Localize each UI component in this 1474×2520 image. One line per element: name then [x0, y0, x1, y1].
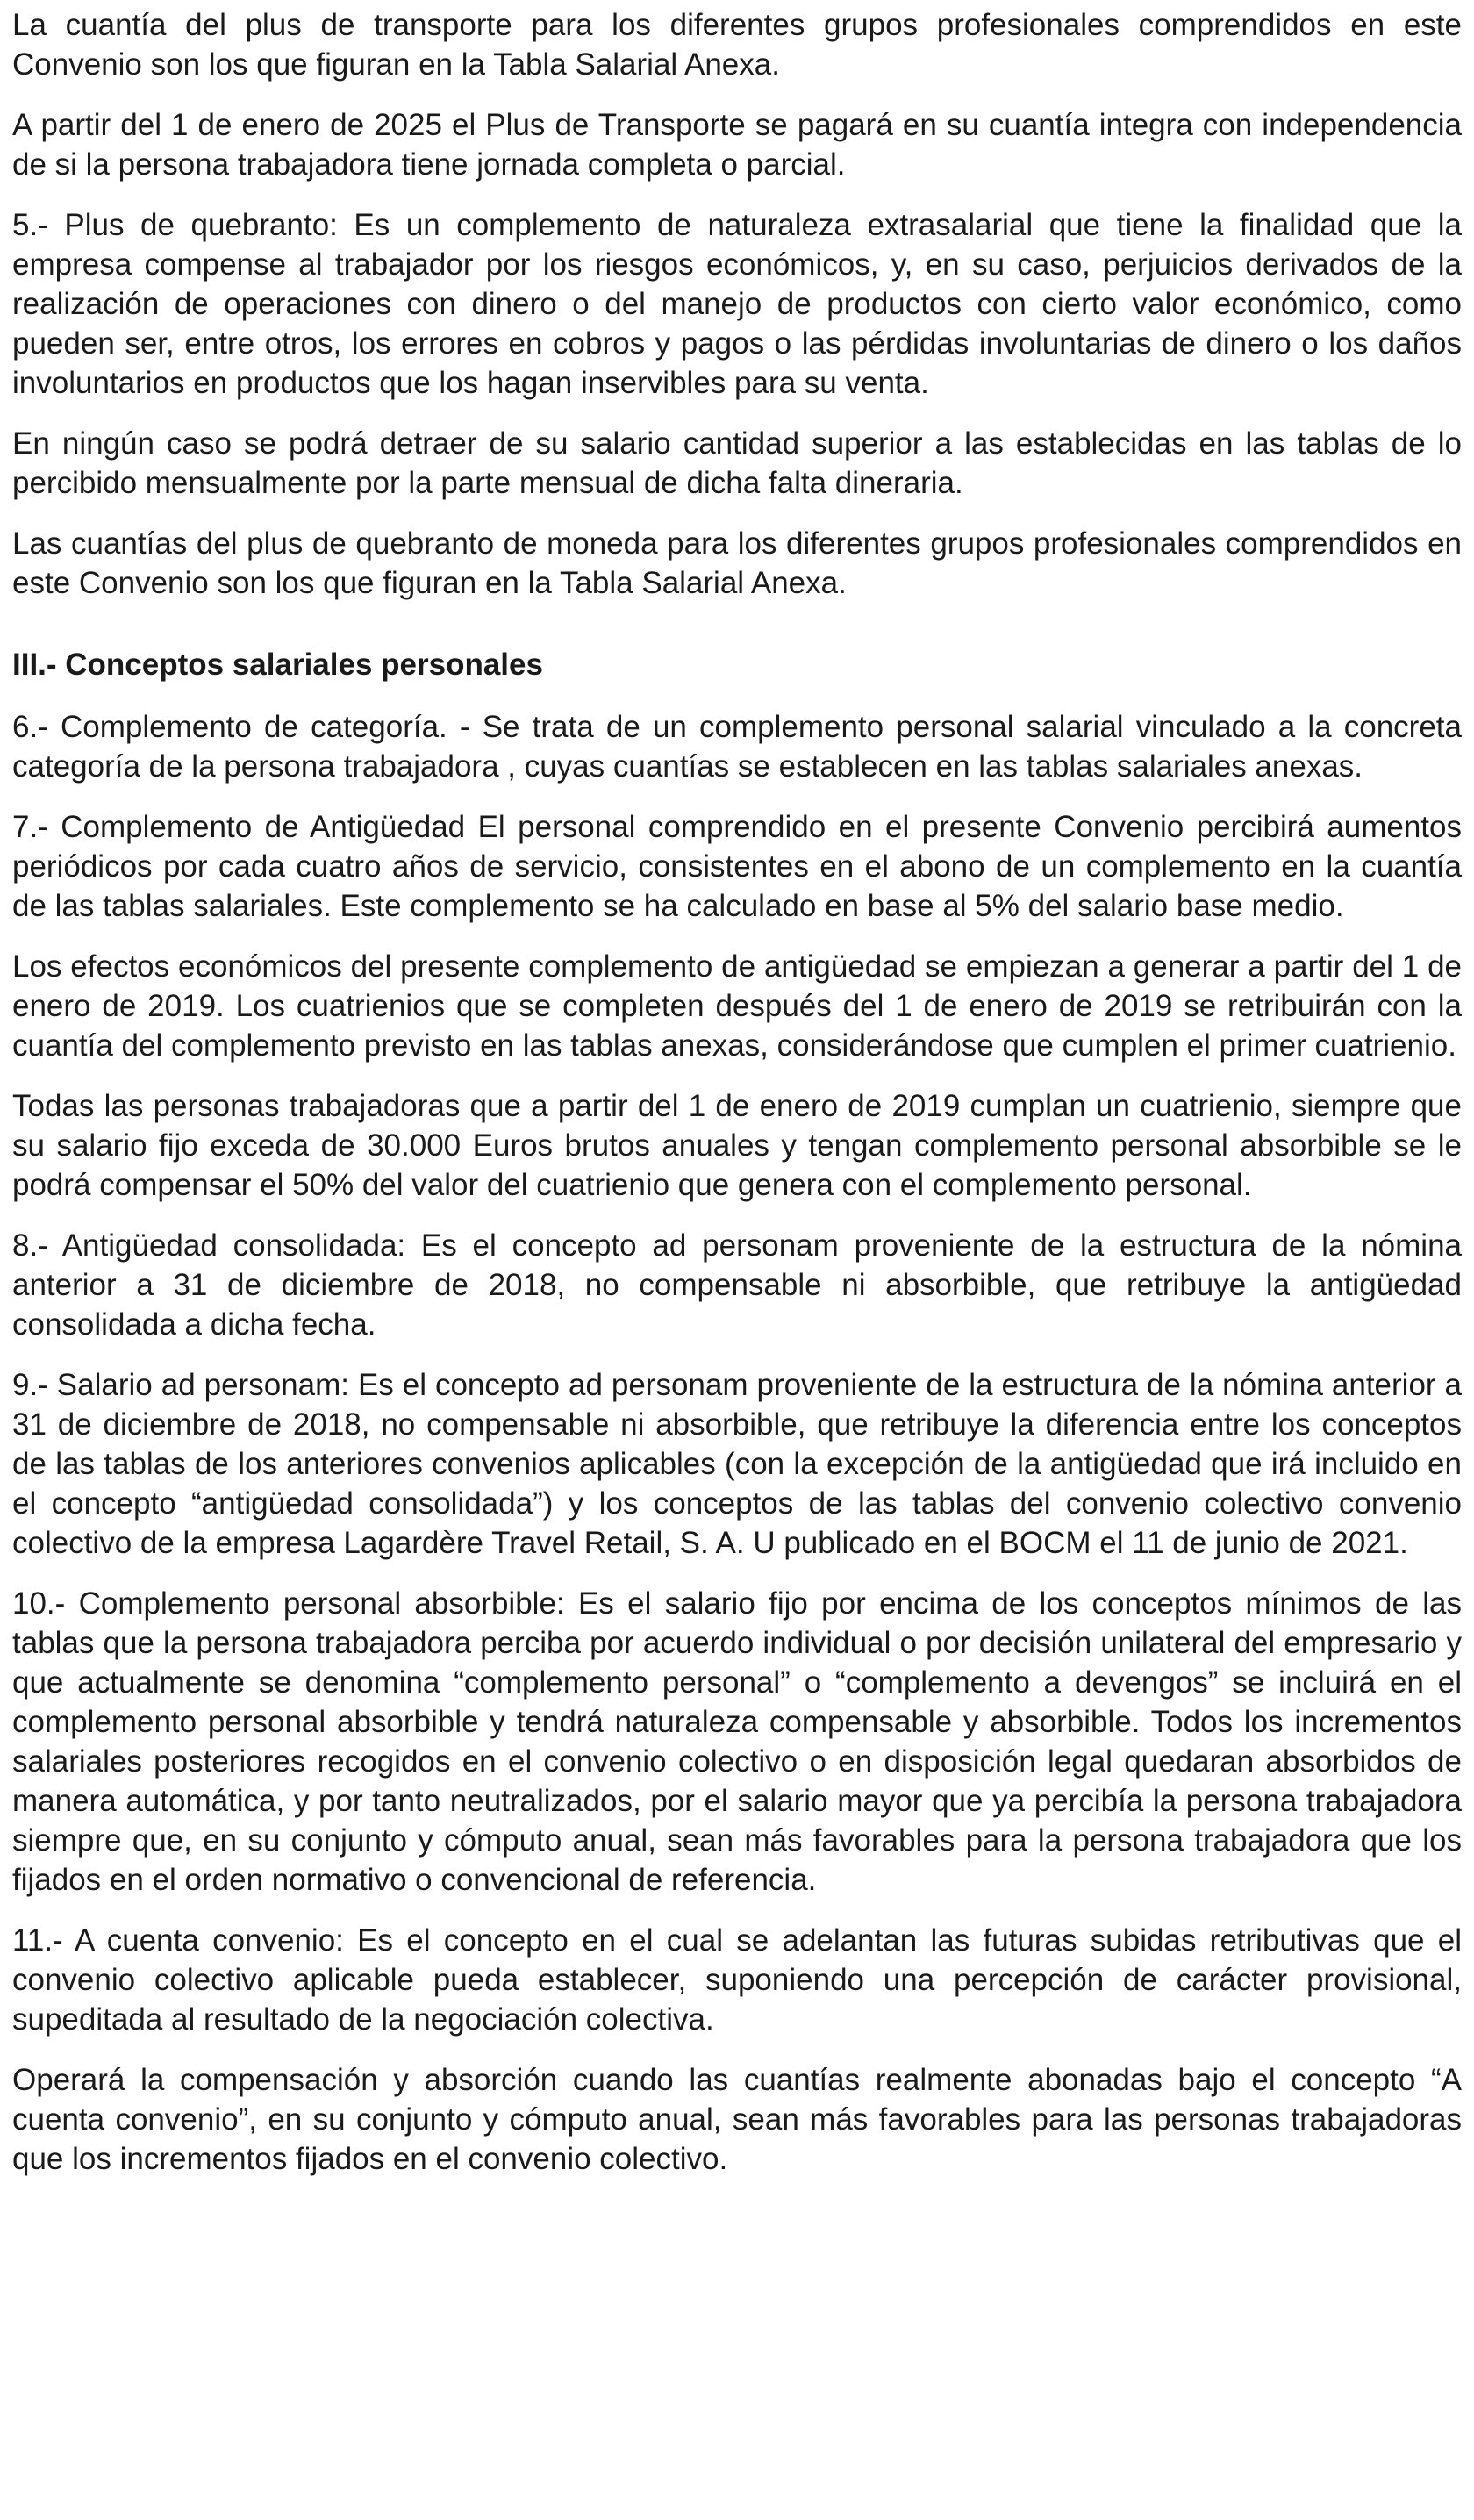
paragraph-detraer-salario: En ningún caso se podrá detraer de su salario cantidad superior a las establecidas en las tablas de lo percibido mensualmente por la parte mensual de dicha falta dineraria. — [12, 426, 1462, 500]
paragraph-compensacion-absorcion: Operará la compensación y absorción cuando las cuantías realmente abonadas bajo el concepto “A cuenta convenio”, en su conjunto y cómputo anual, sean más favorables para las personas trabajadoras que los incrementos fijados en el convenio colectivo. — [12, 2063, 1462, 2176]
section-heading: III.- Conceptos salariales personales — [12, 648, 543, 682]
paragraph-a-cuenta-convenio: 11.- A cuenta convenio: Es el concepto en el cual se adelantan las futuras subidas retributivas que el convenio colectivo aplicable pueda establecer, suponiendo una percepción de carácter provisional, supeditada al resultado de la negociación colectiva. — [12, 1923, 1462, 2037]
paragraph-quebranto-cuantias: Las cuantías del plus de quebranto de moneda para los diferentes grupos profesionales comprendidos en este Convenio son los que figuran en la Tabla Salarial Anexa. — [12, 526, 1462, 600]
paragraph-antiguedad-consolidada: 8.- Antigüedad consolidada: Es el concepto ad personam proveniente de la estructura de la nómina anterior a 31 de diciembre de 2018, no compensable ni absorbible, que retribuye la antigüedad consolidada a dicha fecha. — [12, 1228, 1462, 1342]
paragraph-plus-quebranto: 5.- Plus de quebranto: Es un complemento de naturaleza extrasalarial que tiene la finalidad que la empresa compense al trabajador por los riesgos económicos, y, en su caso, perjuicios derivados de la realización de operaciones con dinero o del manejo de productos con cierto valor económico, como pueden ser, entre otros, los errores en cobros y pagos o las pérdidas involuntarias de dinero o los daños involuntarios en productos que los hagan inservibles para su venta. — [12, 208, 1462, 400]
paragraph-efectos-economicos: Los efectos económicos del presente complemento de antigüedad se empiezan a generar a partir del 1 de enero de 2019. Los cuatrienios que se completen después del 1 de enero de 2019 se retribuirán con la cuantía del complemento previsto en las tablas anexas, considerándose que cumplen el primer cuatrienio. — [12, 949, 1462, 1063]
paragraph-plus-transporte-cuantia: La cuantía del plus de transporte para los diferentes grupos profesionales comprendidos en este Convenio son los que figuran en la Tabla Salarial Anexa. — [12, 8, 1462, 82]
paragraph-salario-ad-personam: 9.- Salario ad personam: Es el concepto ad personam proveniente de la estructura de la nómina anterior a 31 de diciembre de 2018, no compensable ni absorbible, que retribuye la diferencia entre los conceptos de las tablas de los anteriores convenios aplicables (con la excepción de la antigüedad que irá incluido en el concepto “antigüedad consolidada”) y los conceptos de las tablas del convenio colectivo convenio colectivo de la empresa Lagardère Travel Retail, S. A. U publicado en el BOCM el 11 de junio de 2021. — [12, 1368, 1462, 1560]
paragraph-plus-transporte-2025: A partir del 1 de enero de 2025 el Plus de Transporte se pagará en su cuantía integra con independencia de si la persona trabajadora tiene jornada completa o parcial. — [12, 108, 1462, 182]
paragraph-cuatrienio-compensacion: Todas las personas trabajadoras que a partir del 1 de enero de 2019 cumplan un cuatrienio, siempre que su salario fijo exceda de 30.000 Euros brutos anuales y tengan complemento personal absorbible se le podrá compensar el 50% del valor del cuatrienio que genera con el complemento personal. — [12, 1089, 1462, 1202]
paragraph-complemento-categoria: 6.- Complemento de categoría. - Se trata de un complemento personal salarial vinculado a la concreta categoría de la persona trabajadora , cuyas cuantías se establecen en las tablas salariales anexas. — [12, 710, 1462, 784]
document-page — [12, 0, 1462, 2200]
paragraph-complemento-antiguedad: 7.- Complemento de Antigüedad El personal comprendido en el presente Convenio percibirá aumentos periódicos por cada cuatro años de servicio, consistentes en el abono de un complemento en la cuantía de las tablas salariales. Este complemento se ha calculado en base al 5% del salario base medio. — [12, 810, 1462, 923]
paragraph-complemento-personal-absorbible: 10.- Complemento personal absorbible: Es el salario fijo por encima de los conceptos mínimos de las tablas que la persona trabajadora perciba por acuerdo individual o por decisión unilateral del empresario y que actualmente se denomina “complemento personal” o “complemento a devengos” se incluirá en el complemento personal absorbible y tendrá naturaleza compensable y absorbible. Todos los incrementos salariales posteriores recogidos en el convenio colectivo o en disposición legal quedaran absorbidos de manera automática, y por tanto neutralizados, por el salario mayor que ya percibía la persona trabajadora siempre que, en su conjunto y cómputo anual, sean más favorables para la persona trabajadora que los fijados en el orden normativo o convencional de referencia. — [12, 1586, 1462, 1897]
